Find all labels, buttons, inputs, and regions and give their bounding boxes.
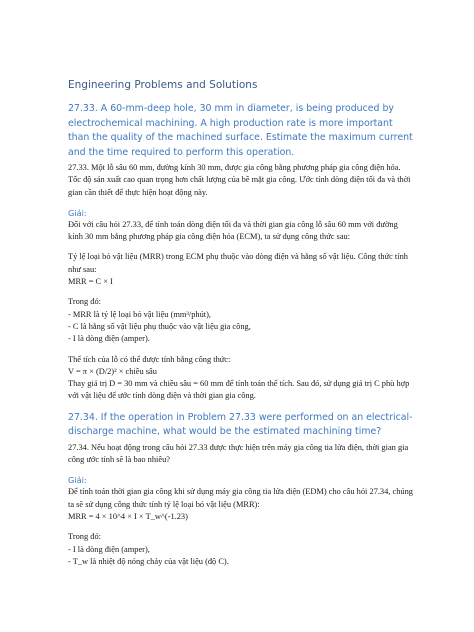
edm-formula: MRR = 4 × 10^4 × I × T_w^(-1.23) <box>68 511 188 521</box>
problem-27-33-heading: 27.33. A 60-mm-deep hole, 30 mm in diameter, is being produced by electrochemical machining. A high production rate is more important than the quality of the machined surface. Estimate the maximum current and the time required to perform this operation. <box>68 103 413 158</box>
where-item: - C là hằng số vật liệu phụ thuộc vào vật liệu gia công, <box>68 321 251 331</box>
volume-formula: V = π × (D/2)² × chiều sâu <box>68 366 157 376</box>
where-item: - I là dòng điện (amper), <box>68 544 150 554</box>
problem-27-33-translation: 27.33. Một lỗ sâu 60 mm, đường kính 30 mm, được gia công bằng phương pháp gia công điện hóa. Tốc độ sản xuất cao quan trọng hơn chất lượng của bề mặt gia công. Ước tính dòng điện tối đa và thời gian cần thiết để thực hiện hoạt động này. <box>68 163 411 197</box>
where-item: - MRR là tỷ lệ loại bỏ vật liệu (mm³/phút), <box>68 309 212 319</box>
solution-intro: Để tính toán thời gian gia công khi sử dụng máy gia công tia lửa điện (EDM) cho câu hỏi 27.34, chúng ta sẽ sử dụng công thức tính tỷ lệ loại bỏ vật liệu (MRR): <box>68 487 413 509</box>
volume-intro: Thể tích của lỗ có thể được tính bằng công thức: <box>68 354 231 364</box>
where-item: - I là dòng điện (amper). <box>68 334 150 344</box>
solution-intro: Đối với câu hỏi 27.33, để tính toán dòng điện tối đa và thời gian gia công lỗ sâu 60 mm với đường kính 30 mm bằng phương pháp gia công điện hóa (ECM), ta sử dụng công thức sau: <box>68 219 398 242</box>
solution-label: Giải: <box>68 475 87 486</box>
page-title: Engineering Problems and Solutions <box>68 79 258 91</box>
document-content <box>68 78 413 568</box>
where-item: - T_w là nhiệt độ nóng chảy của vật liệu (độ C). <box>68 556 229 566</box>
substitute-text: Thay giá trị D = 30 mm và chiều sâu = 60 mm để tính toán thể tích. Sau đó, sử dụng giá trị C phù hợp với vật liệu để ước tính dòng điện và thời gian gia công. <box>68 379 410 401</box>
solution-label: Giải: <box>68 207 87 218</box>
problem-27-34-heading: 27.34. If the operation in Problem 27.33 were performed on an electrical-discharge machine, what would be the estimated machining time? <box>68 411 413 438</box>
where-label: Trong đó: <box>68 532 101 542</box>
mrr-intro: Tỷ lệ loại bỏ vật liệu (MRR) trong ECM phụ thuộc vào dòng điện và hằng số vật liệu. Công thức tính như sau: <box>68 252 408 274</box>
mrr-formula: MRR = C × I <box>68 277 113 287</box>
problem-27-34-translation: 27.34. Nếu hoạt động trong câu hỏi 27.33 được thực hiện trên máy gia công tia lửa điện, thời gian gia công ước tính sẽ là bao nhiêu? <box>68 442 409 465</box>
where-label: Trong đó: <box>68 297 101 307</box>
